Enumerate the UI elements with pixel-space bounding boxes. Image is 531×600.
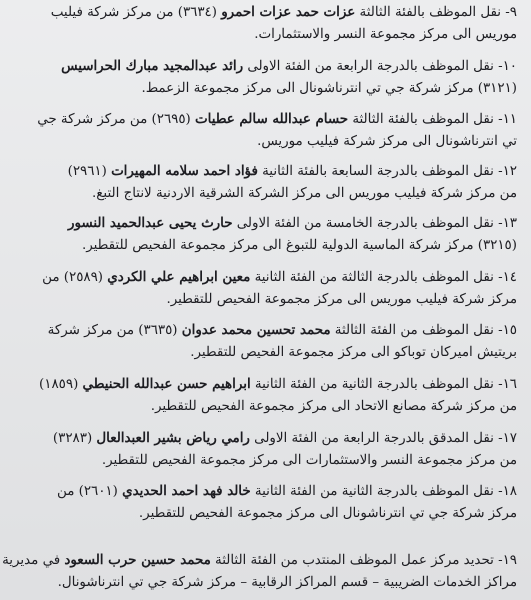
employee-name: رامي رياض بشير العبدالعال: [96, 430, 250, 446]
item-text: ٩- نقل الموظف بالفئة الثالثة: [355, 5, 517, 20]
item-line: [12, 109, 517, 131]
list-item: [12, 56, 517, 99]
item-text: (٣١٢١) مركز شركة جي تي انترناشونال الى مركز مجموعة الزعمط.: [141, 80, 517, 96]
item-text: تي انترناشونال الى مركز شركة فيليب موريس.: [257, 133, 517, 149]
item-line: [12, 503, 517, 525]
item-line: [12, 396, 517, 418]
item-line: [12, 481, 517, 503]
list-item: [12, 161, 517, 204]
item-line: [12, 56, 517, 78]
item-line: [12, 450, 517, 472]
item-text: ١٧- نقل المدقق بالدرجة الرابعة من الفئة الاولى: [249, 431, 517, 446]
item-text: ١٤- نقل الموظف بالدرجة الثالثة من الفئة الثانية: [250, 270, 517, 285]
item-line: [2, 550, 517, 572]
item-text: ١١- نقل الموظف بالفئة الثالثة: [348, 112, 517, 127]
item-text: (٣٦٣٤) من مركز شركة فيليب: [50, 5, 222, 20]
item-text: ١٥- نقل الموظف من الفئة الثالثة: [330, 323, 517, 338]
item-text: ١٣- نقل الموظف بالدرجة الخامسة من الفئة الاولى: [232, 216, 517, 231]
list-item: [12, 320, 517, 363]
employee-name: فؤاد احمد سلامه المهيرات: [111, 163, 258, 179]
item-line: [12, 342, 517, 364]
employee-name: حسام عبدالله سالم عطيات: [195, 111, 349, 127]
list-item: [2, 550, 517, 593]
item-text: بريتيش اميركان توباكو الى مركز مجموعة الفحيص للتقطير.: [190, 344, 517, 360]
item-line: [12, 572, 517, 594]
item-line: [12, 213, 517, 235]
employee-name: محمد تحسين محمد عدوان: [181, 322, 331, 338]
item-line: [12, 24, 517, 46]
list-item: [12, 2, 517, 45]
item-line: [12, 289, 517, 311]
item-text: (٢٩٦١): [67, 164, 112, 179]
item-line: [12, 267, 517, 289]
item-text: (٣٦٣٥) من مركز شركة: [47, 323, 182, 338]
item-text: موريس الى مركز مجموعة النسر والاستثمارات.: [254, 26, 517, 42]
item-line: [12, 320, 517, 342]
employee-name: حارث يحيى عبدالحميد النسور: [68, 215, 233, 231]
employee-name: عزات حمد عزات احمرو: [221, 4, 356, 20]
list-item: [12, 213, 517, 256]
item-text: ١٠- نقل الموظف بالدرجة الرابعة من الفئة الاولى: [243, 59, 517, 74]
item-text: مركز شركة جي تي انترناشونال الى مركز مجموعة الفحيص للتقطير.: [138, 505, 517, 521]
item-line: [12, 183, 517, 205]
item-line: [12, 428, 517, 450]
item-text: (٣٢١٥) مركز شركة الماسية الدولية للتبوغ الى مركز مجموعة الفحيص للتقطير.: [81, 237, 517, 253]
list-item: [12, 481, 517, 524]
item-text: ١٩- تحديد مركز عمل الموظف المنتدب من الفئة الثالثة: [210, 553, 517, 568]
item-text: (٢٦٩٥) من مركز شركة جي: [37, 112, 196, 127]
item-line: [12, 2, 517, 24]
item-line: [12, 78, 517, 100]
list-item: [12, 374, 517, 417]
employee-name: معين ابراهيم علي الكردي: [107, 269, 251, 285]
list-item: [12, 109, 517, 152]
item-text: (٢٦٠١) من: [57, 484, 123, 499]
item-text: مركز شركة فيليب موريس الى مركز مجموعة الفحيص للتقطير.: [166, 291, 517, 307]
item-text: ١٢- نقل الموظف بالدرجة السابعة بالفئة الثانية: [257, 164, 517, 179]
item-text: (٢٥٨٩) من: [42, 270, 108, 285]
item-line: [12, 374, 517, 396]
item-text: ١٨- نقل الموظف بالدرجة الثانية من الفئة الثانية: [250, 484, 517, 499]
employee-name: ابراهيم حسن عبدالله الحنيطي: [82, 376, 251, 392]
item-line: [12, 161, 517, 183]
item-text: من مركز شركة فيليب موريس الى مركز الشركة الشرقية الاردنية لانتاج التبغ.: [92, 185, 517, 201]
employee-name: خالد فهد احمد الحديدي: [122, 483, 251, 499]
item-line: [12, 235, 517, 257]
item-text: ١٦- نقل الموظف بالدرجة الثانية من الفئة الثانية: [250, 377, 517, 392]
item-text: (٣٢٨٣): [52, 431, 97, 446]
item-line: [12, 131, 517, 153]
list-item: [12, 428, 517, 471]
item-text: (١٨٥٩): [39, 377, 83, 392]
list-item: [12, 267, 517, 310]
employee-name: رائد عبدالمجيد مبارك الحراسيس: [61, 58, 244, 74]
item-text: من مركز مجموعة النسر والاستثمارات الى مركز مجموعة الفحيص للتقطير.: [101, 452, 517, 468]
item-text: في مديرية: [2, 553, 65, 568]
employee-name: محمد حسين حرب السعود: [64, 552, 211, 568]
item-text: من مركز شركة مصانع الاتحاد الى مركز مجموعة الفحيص للتقطير.: [150, 398, 517, 414]
item-text: مراكز الخدمات الضريبية – قسم المراكز الرقابية – مركز شركة جي تي انترناشونال.: [57, 574, 517, 590]
